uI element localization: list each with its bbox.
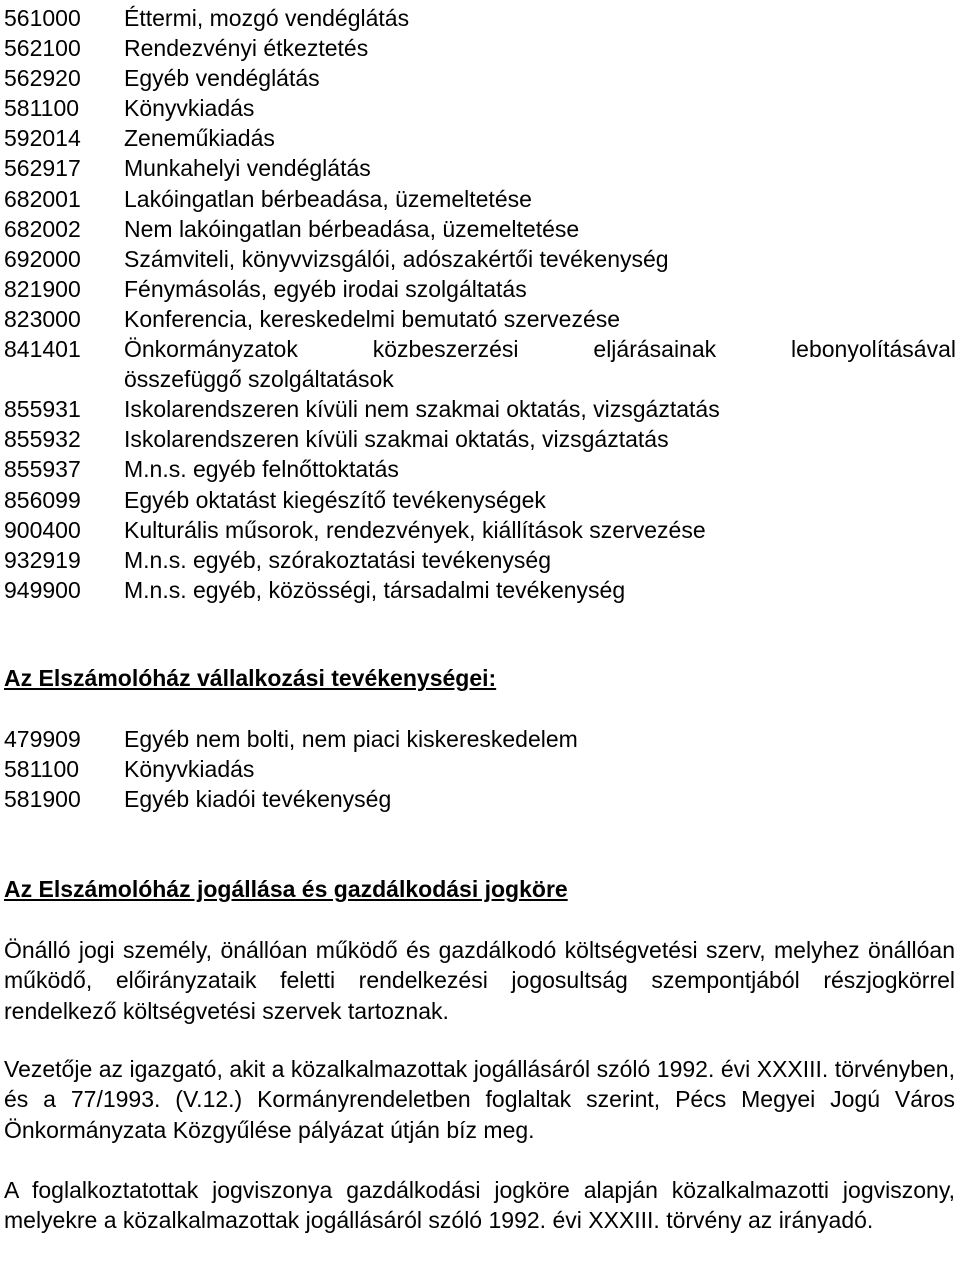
activity-code: 479909: [4, 726, 81, 752]
activity-description: Könyvkiadás: [124, 95, 255, 122]
activity-code: 692000: [4, 245, 81, 272]
list-item: [4, 304, 956, 334]
activity-code: 932919: [4, 546, 81, 573]
activity-description: Zeneműkiadás: [124, 125, 275, 152]
activity-code: 682001: [4, 185, 81, 212]
activity-code: 562920: [4, 65, 81, 92]
activity-code: 562917: [4, 155, 81, 182]
activity-description: Rendezvényi étkeztetés: [124, 35, 369, 62]
activity-description: Iskolarendszeren kívüli szakmai oktatás, vizsgáztatás: [124, 426, 669, 453]
section-heading-business: Az Elszámolóház vállalkozási tevékenységei:: [4, 665, 497, 691]
activity-description-line: összefüggő szolgáltatások: [124, 366, 394, 393]
activity-description: Iskolarendszeren kívüli nem szakmai oktatás, vizsgáztatás: [124, 396, 720, 423]
activity-code-list: [4, 3, 956, 605]
activity-code: 581900: [4, 786, 81, 813]
list-item: [4, 153, 956, 183]
activity-description: Lakóingatlan bérbeadása, üzemeltetése: [124, 185, 532, 212]
activity-description-line: Önkormányzatok közbeszerzési eljárásainak lebonyolításával: [124, 336, 956, 363]
activity-description: Egyéb oktatást kiegészítő tevékenységek: [124, 486, 546, 513]
activity-code: 581100: [4, 756, 80, 783]
list-item: [4, 123, 956, 153]
activity-code: 900400: [4, 516, 81, 543]
list-item: [4, 485, 956, 515]
list-item: [4, 93, 956, 123]
activity-description: Éttermi, mozgó vendéglátás: [124, 5, 410, 31]
activity-code: 581100: [4, 95, 80, 122]
activity-description: M.n.s. egyéb, közösségi, társadalmi tevékenység: [124, 576, 626, 603]
activity-code: 562100: [4, 35, 81, 62]
list-item: [4, 394, 956, 424]
activity-code: 855932: [4, 426, 81, 453]
list-item: [4, 334, 956, 394]
list-item: [4, 33, 956, 63]
list-item: [4, 784, 956, 814]
list-item: [4, 3, 956, 33]
paragraph: Vezetője az igazgató, akit a közalkalmazottak jogállásáról szóló 1992. évi XXXIII. törvényben, és a 77/1993. (V.12.) Kormányrendeletben foglaltak szerint, Pécs Megyei Jogú Város Önkormányzata Közgyűlése pályázat útján bíz meg.: [4, 1056, 955, 1143]
list-item: [4, 184, 956, 214]
list-item: [4, 274, 956, 304]
list-item: [4, 63, 956, 93]
activity-description: [124, 334, 956, 394]
activity-description: Egyéb kiadói tevékenység: [124, 786, 392, 813]
activity-description: M.n.s. egyéb, szórakoztatási tevékenység: [124, 546, 551, 573]
paragraph: Önálló jogi személy, önállóan működő és gazdálkodó költségvetési szerv, melyhez önállóan működő, előirányzataik feletti rendelkezési jogosultság szempontjából részjogkörrel rendelkező költségvetési szervek tartoznak.: [4, 937, 955, 1024]
activity-code: 949900: [4, 576, 81, 603]
activity-description: Nem lakóingatlan bérbeadása, üzemeltetése: [124, 215, 580, 242]
list-item: [4, 244, 956, 274]
list-item: [4, 424, 956, 454]
list-item: [4, 575, 956, 605]
list-item: [4, 545, 956, 575]
section-heading-legal: Az Elszámolóház jogállása és gazdálkodási jogköre: [4, 876, 568, 902]
list-item: [4, 724, 956, 754]
activity-code: 856099: [4, 486, 81, 513]
activity-code: 841401: [4, 336, 81, 363]
activity-description: M.n.s. egyéb felnőttoktatás: [124, 456, 399, 483]
list-item: [4, 754, 956, 784]
business-code-list: [4, 724, 956, 814]
activity-description: Konferencia, kereskedelmi bemutató szervezése: [124, 305, 621, 332]
activity-code: 823000: [4, 305, 81, 332]
activity-code: 561000: [4, 5, 81, 31]
activity-code: 821900: [4, 275, 81, 302]
activity-description: Munkahelyi vendéglátás: [124, 155, 371, 182]
list-item: [4, 214, 956, 244]
list-item: [4, 515, 956, 545]
paragraph: A foglalkoztatottak jogviszonya gazdálkodási jogköre alapján közalkalmazotti jogviszony, melyekre a közalkalmazottak jogállásáról szóló 1992. évi XXXIII. törvény az irányadó.: [4, 1177, 955, 1234]
activity-description: Számviteli, könyvvizsgálói, adószakértői tevékenység: [124, 245, 669, 272]
activity-description: Fénymásolás, egyéb irodai szolgáltatás: [124, 275, 527, 302]
list-item: [4, 454, 956, 484]
activity-code: 855937: [4, 456, 81, 483]
activity-description: Egyéb vendéglátás: [124, 65, 320, 92]
activity-description: Könyvkiadás: [124, 756, 255, 783]
activity-code: 592014: [4, 125, 81, 152]
activity-description: Kulturális műsorok, rendezvények, kiállítások szervezése: [124, 516, 706, 543]
activity-description: Egyéb nem bolti, nem piaci kiskereskedelem: [124, 726, 578, 752]
activity-code: 855931: [4, 396, 81, 423]
activity-code: 682002: [4, 215, 81, 242]
